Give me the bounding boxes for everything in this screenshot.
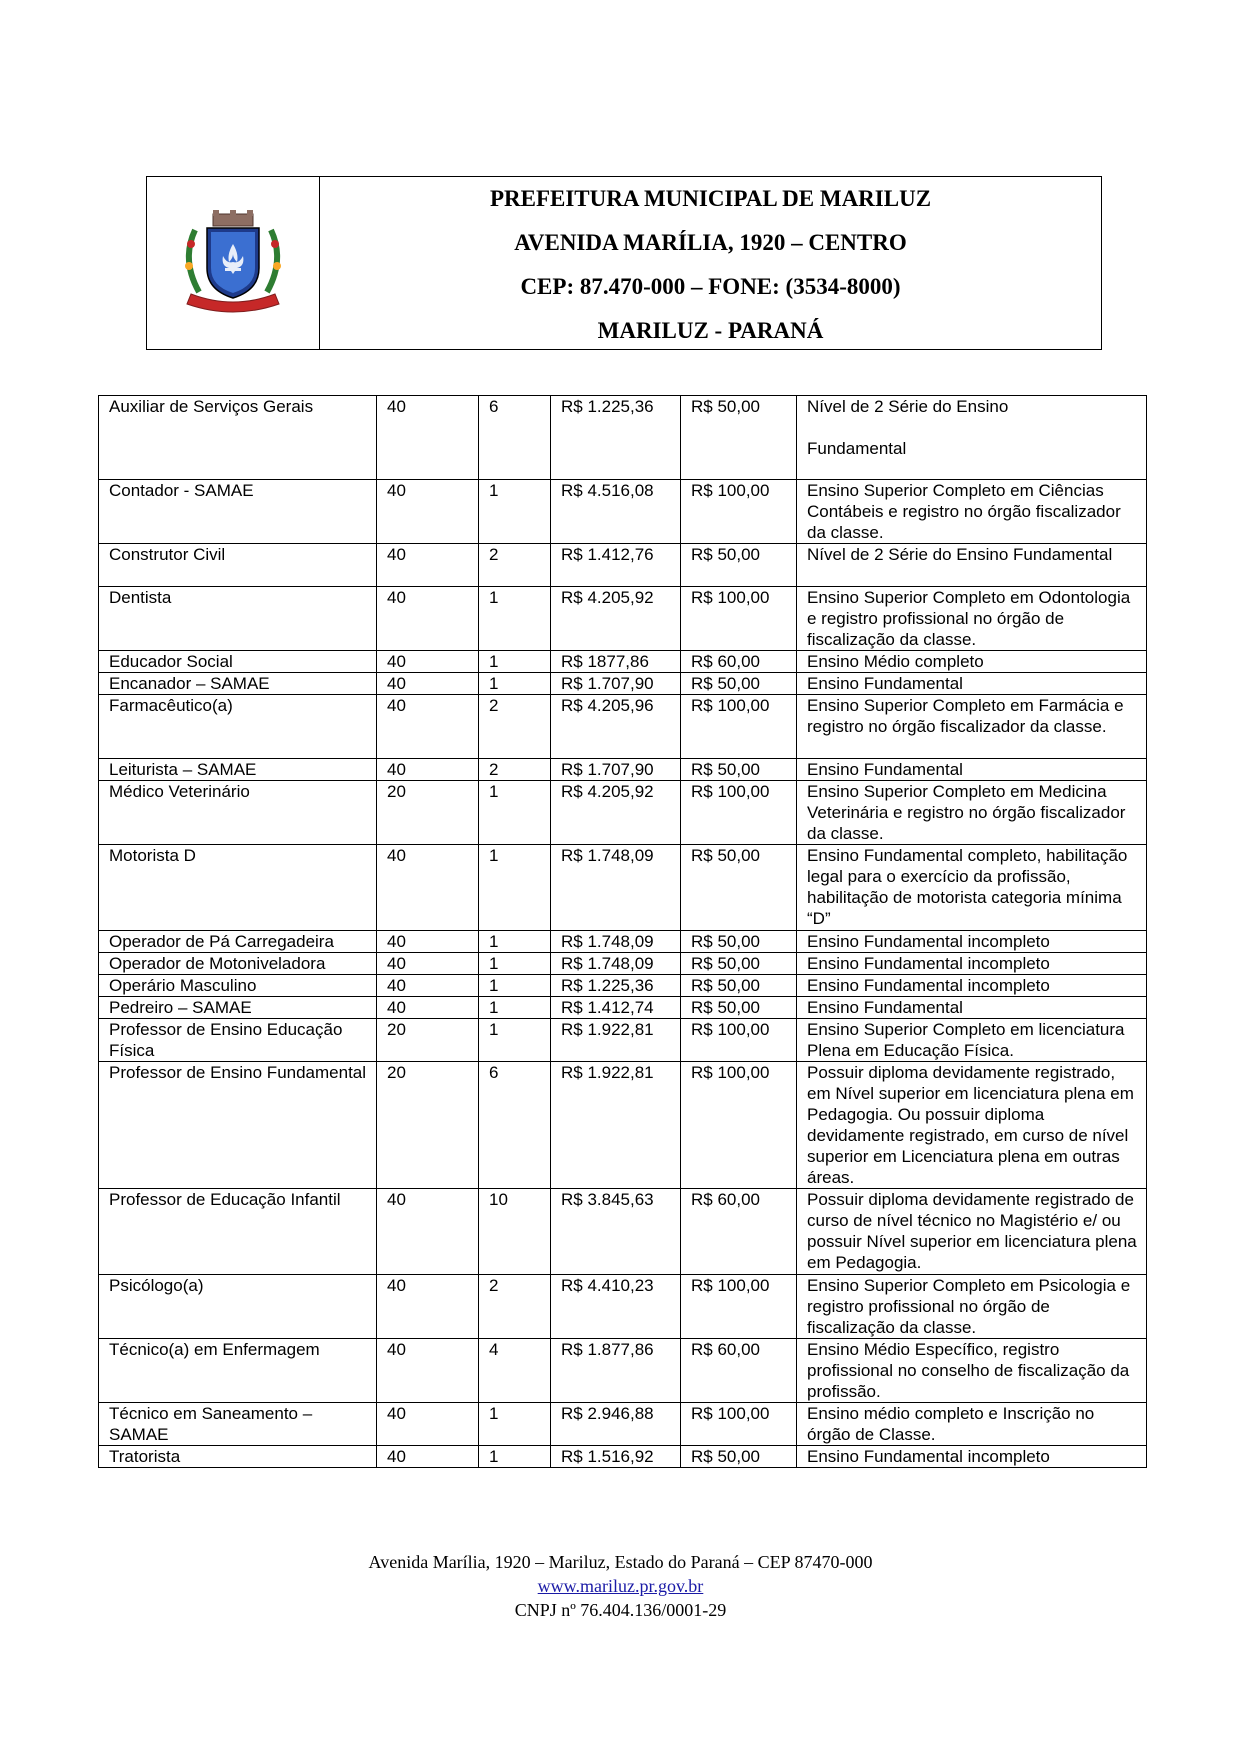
cell-cargo: Contador - SAMAE bbox=[99, 480, 377, 544]
positions-table bbox=[98, 395, 1147, 1468]
table-row bbox=[99, 759, 1147, 781]
cell-horas: 20 bbox=[377, 1062, 479, 1189]
table-row bbox=[99, 695, 1147, 759]
cell-taxa: R$ 100,00 bbox=[681, 1062, 797, 1189]
cell-horas: 40 bbox=[377, 953, 479, 975]
cell-salario: R$ 1.412,76 bbox=[551, 544, 681, 587]
cell-requisito: Ensino Médio Específico, registro profissional no conselho de fiscalização da profissão. bbox=[797, 1339, 1147, 1403]
cell-taxa: R$ 60,00 bbox=[681, 1189, 797, 1275]
letterhead-title-cell bbox=[320, 177, 1101, 349]
cell-salario: R$ 2.946,88 bbox=[551, 1403, 681, 1446]
cell-cargo: Encanador – SAMAE bbox=[99, 673, 377, 695]
cell-salario: R$ 1.707,90 bbox=[551, 759, 681, 781]
cell-vagas: 2 bbox=[479, 759, 551, 781]
cell-taxa: R$ 50,00 bbox=[681, 544, 797, 587]
cell-cargo: Professor de Ensino Educação Física bbox=[99, 1019, 377, 1062]
cell-salario: R$ 1.748,09 bbox=[551, 845, 681, 931]
table-row bbox=[99, 1446, 1147, 1468]
cell-salario: R$ 1.748,09 bbox=[551, 931, 681, 953]
footer-cnpj: CNPJ nº 76.404.136/0001-29 bbox=[514, 1600, 727, 1620]
cell-cargo: Operador de Pá Carregadeira bbox=[99, 931, 377, 953]
cell-vagas: 1 bbox=[479, 1019, 551, 1062]
cell-salario: R$ 4.516,08 bbox=[551, 480, 681, 544]
cell-vagas: 1 bbox=[479, 931, 551, 953]
cell-cargo: Farmacêutico(a) bbox=[99, 695, 377, 759]
table-row bbox=[99, 1339, 1147, 1403]
cell-taxa: R$ 50,00 bbox=[681, 931, 797, 953]
table-row bbox=[99, 396, 1147, 480]
cell-requisito: Ensino Fundamental bbox=[797, 997, 1147, 1019]
cell-vagas: 1 bbox=[479, 673, 551, 695]
cell-cargo: Educador Social bbox=[99, 651, 377, 673]
cell-salario: R$ 1.412,74 bbox=[551, 997, 681, 1019]
cell-requisito: Nível de 2 Série do Ensino Fundamental bbox=[797, 544, 1147, 587]
cell-vagas: 1 bbox=[479, 1403, 551, 1446]
cell-salario: R$ 1.225,36 bbox=[551, 396, 681, 480]
cell-cargo: Técnico(a) em Enfermagem bbox=[99, 1339, 377, 1403]
table-row bbox=[99, 975, 1147, 997]
cell-requisito: Ensino Superior Completo em Ciências Contábeis e registro no órgão fiscalizador da classe. bbox=[797, 480, 1147, 544]
cell-taxa: R$ 100,00 bbox=[681, 1403, 797, 1446]
cell-requisito: Ensino Médio completo bbox=[797, 651, 1147, 673]
municipality-name: PREFEITURA MUNICIPAL DE MARILUZ bbox=[489, 186, 932, 211]
cell-requisito: Ensino Fundamental bbox=[797, 759, 1147, 781]
cell-taxa: R$ 50,00 bbox=[681, 997, 797, 1019]
cell-horas: 40 bbox=[377, 1275, 479, 1339]
cell-vagas: 2 bbox=[479, 695, 551, 759]
cell-vagas: 4 bbox=[479, 1339, 551, 1403]
cell-horas: 40 bbox=[377, 1446, 479, 1468]
cell-cargo: Técnico em Saneamento – SAMAE bbox=[99, 1403, 377, 1446]
cell-salario: R$ 4.205,96 bbox=[551, 695, 681, 759]
cell-salario: R$ 1.225,36 bbox=[551, 975, 681, 997]
cell-horas: 40 bbox=[377, 544, 479, 587]
cell-vagas: 1 bbox=[479, 781, 551, 845]
cell-requisito: Possuir diploma devidamente registrado, em Nível superior em licenciatura plena em Pedagogia. Ou possuir diploma devidamente registrado, em curso de nível superior em Licenciatura plena em outras áreas. bbox=[797, 1062, 1147, 1189]
cell-cargo: Pedreiro – SAMAE bbox=[99, 997, 377, 1019]
cell-cargo: Construtor Civil bbox=[99, 544, 377, 587]
cell-requisito: Ensino Fundamental incompleto bbox=[797, 953, 1147, 975]
footer-address: Avenida Marília, 1920 – Mariluz, Estado do Paraná – CEP 87470-000 bbox=[368, 1552, 873, 1572]
footer-website-link[interactable]: www.mariluz.pr.gov.br bbox=[537, 1576, 704, 1596]
table-row bbox=[99, 1275, 1147, 1339]
footer-website-wrapper bbox=[0, 1574, 1241, 1598]
cell-salario: R$ 1.922,81 bbox=[551, 1019, 681, 1062]
cell-vagas: 1 bbox=[479, 997, 551, 1019]
table-row bbox=[99, 673, 1147, 695]
cell-vagas: 1 bbox=[479, 845, 551, 931]
cell-horas: 40 bbox=[377, 931, 479, 953]
cell-horas: 20 bbox=[377, 781, 479, 845]
table-row bbox=[99, 651, 1147, 673]
table-row bbox=[99, 845, 1147, 931]
cell-requisito: Possuir diploma devidamente registrado de curso de nível técnico no Magistério e/ ou possuir Nível superior em licenciatura plena em Pedagogia. bbox=[797, 1189, 1147, 1275]
cell-cargo: Médico Veterinário bbox=[99, 781, 377, 845]
cell-taxa: R$ 100,00 bbox=[681, 480, 797, 544]
cell-vagas: 2 bbox=[479, 1275, 551, 1339]
cell-cargo: Tratorista bbox=[99, 1446, 377, 1468]
table-row bbox=[99, 953, 1147, 975]
table-row bbox=[99, 997, 1147, 1019]
cell-horas: 40 bbox=[377, 695, 479, 759]
municipality-address: AVENIDA MARÍLIA, 1920 – CENTRO bbox=[514, 230, 907, 255]
cell-vagas: 1 bbox=[479, 480, 551, 544]
letterhead bbox=[146, 176, 1102, 350]
cell-requisito: Ensino Fundamental incompleto bbox=[797, 1446, 1147, 1468]
table-row bbox=[99, 781, 1147, 845]
cell-horas: 40 bbox=[377, 651, 479, 673]
cell-requisito: Ensino Superior Completo em Medicina Veterinária e registro no órgão fiscalizador da classe. bbox=[797, 781, 1147, 845]
cell-horas: 40 bbox=[377, 975, 479, 997]
cell-requisito: Ensino Fundamental incompleto bbox=[797, 975, 1147, 997]
cell-cargo: Psicólogo(a) bbox=[99, 1275, 377, 1339]
cell-horas: 40 bbox=[377, 480, 479, 544]
cell-requisito: Ensino Superior Completo em Farmácia e registro no órgão fiscalizador da classe. bbox=[797, 695, 1147, 759]
cell-requisito: Nível de 2 Série do Ensino Fundamental bbox=[797, 396, 1147, 480]
cell-requisito: Ensino Fundamental incompleto bbox=[797, 931, 1147, 953]
cell-vagas: 1 bbox=[479, 975, 551, 997]
table-row bbox=[99, 1189, 1147, 1275]
table-row bbox=[99, 1019, 1147, 1062]
logo-cell bbox=[147, 177, 320, 349]
cell-vagas: 2 bbox=[479, 544, 551, 587]
cell-salario: R$ 3.845,63 bbox=[551, 1189, 681, 1275]
cell-vagas: 1 bbox=[479, 587, 551, 651]
cell-vagas: 6 bbox=[479, 1062, 551, 1189]
cell-taxa: R$ 50,00 bbox=[681, 396, 797, 480]
table-row bbox=[99, 931, 1147, 953]
cell-taxa: R$ 50,00 bbox=[681, 673, 797, 695]
cell-cargo: Dentista bbox=[99, 587, 377, 651]
cell-horas: 40 bbox=[377, 1339, 479, 1403]
cell-horas: 40 bbox=[377, 1189, 479, 1275]
cell-requisito: Ensino Superior Completo em Odontologia e registro profissional no órgão de fiscalização da classe. bbox=[797, 587, 1147, 651]
table-row bbox=[99, 587, 1147, 651]
cell-taxa: R$ 60,00 bbox=[681, 651, 797, 673]
cell-vagas: 1 bbox=[479, 1446, 551, 1468]
cell-salario: R$ 4.410,23 bbox=[551, 1275, 681, 1339]
cell-cargo: Operador de Motoniveladora bbox=[99, 953, 377, 975]
cell-cargo: Auxiliar de Serviços Gerais bbox=[99, 396, 377, 480]
cell-salario: R$ 1.922,81 bbox=[551, 1062, 681, 1189]
cell-taxa: R$ 50,00 bbox=[681, 759, 797, 781]
cell-taxa: R$ 50,00 bbox=[681, 953, 797, 975]
cell-requisito: Ensino Superior Completo em Psicologia e registro profissional no órgão de fiscalização da classe. bbox=[797, 1275, 1147, 1339]
cell-vagas: 6 bbox=[479, 396, 551, 480]
cell-horas: 40 bbox=[377, 759, 479, 781]
cell-salario: R$ 1.877,86 bbox=[551, 1339, 681, 1403]
cell-taxa: R$ 50,00 bbox=[681, 1446, 797, 1468]
municipality-city-state: MARILUZ - PARANÁ bbox=[597, 318, 824, 343]
cell-horas: 40 bbox=[377, 673, 479, 695]
cell-horas: 40 bbox=[377, 1403, 479, 1446]
cell-requisito: Ensino médio completo e Inscrição no órgão de Classe. bbox=[797, 1403, 1147, 1446]
cell-cargo: Professor de Educação Infantil bbox=[99, 1189, 377, 1275]
cell-horas: 40 bbox=[377, 396, 479, 480]
municipality-contact: CEP: 87.470-000 – FONE: (3534-8000) bbox=[520, 274, 901, 299]
cell-taxa: R$ 60,00 bbox=[681, 1339, 797, 1403]
table-row bbox=[99, 480, 1147, 544]
cell-salario: R$ 4.205,92 bbox=[551, 587, 681, 651]
cell-vagas: 1 bbox=[479, 953, 551, 975]
positions-table-body bbox=[99, 396, 1147, 1468]
cell-cargo: Professor de Ensino Fundamental bbox=[99, 1062, 377, 1189]
cell-horas: 40 bbox=[377, 997, 479, 1019]
cell-horas: 40 bbox=[377, 845, 479, 931]
cell-horas: 20 bbox=[377, 1019, 479, 1062]
cell-salario: R$ 1.516,92 bbox=[551, 1446, 681, 1468]
cell-taxa: R$ 50,00 bbox=[681, 975, 797, 997]
cell-salario: R$ 4.205,92 bbox=[551, 781, 681, 845]
cell-salario: R$ 1.707,90 bbox=[551, 673, 681, 695]
cell-cargo: Leiturista – SAMAE bbox=[99, 759, 377, 781]
cell-requisito: Ensino Fundamental bbox=[797, 673, 1147, 695]
cell-taxa: R$ 100,00 bbox=[681, 1275, 797, 1339]
cell-taxa: R$ 50,00 bbox=[681, 845, 797, 931]
cell-vagas: 10 bbox=[479, 1189, 551, 1275]
cell-taxa: R$ 100,00 bbox=[681, 695, 797, 759]
table-row bbox=[99, 1403, 1147, 1446]
cell-taxa: R$ 100,00 bbox=[681, 781, 797, 845]
cell-cargo: Motorista D bbox=[99, 845, 377, 931]
cell-taxa: R$ 100,00 bbox=[681, 1019, 797, 1062]
table-row bbox=[99, 544, 1147, 587]
cell-salario: R$ 1877,86 bbox=[551, 651, 681, 673]
cell-requisito: Ensino Fundamental completo, habilitação legal para o exercício da profissão, habilitação de motorista categoria mínima “D” bbox=[797, 845, 1147, 931]
municipal-coat-of-arms bbox=[177, 210, 289, 316]
cell-requisito: Ensino Superior Completo em licenciatura Plena em Educação Física. bbox=[797, 1019, 1147, 1062]
cell-salario: R$ 1.748,09 bbox=[551, 953, 681, 975]
table-row bbox=[99, 1062, 1147, 1189]
cell-cargo: Operário Masculino bbox=[99, 975, 377, 997]
cell-vagas: 1 bbox=[479, 651, 551, 673]
cell-taxa: R$ 100,00 bbox=[681, 587, 797, 651]
cell-horas: 40 bbox=[377, 587, 479, 651]
